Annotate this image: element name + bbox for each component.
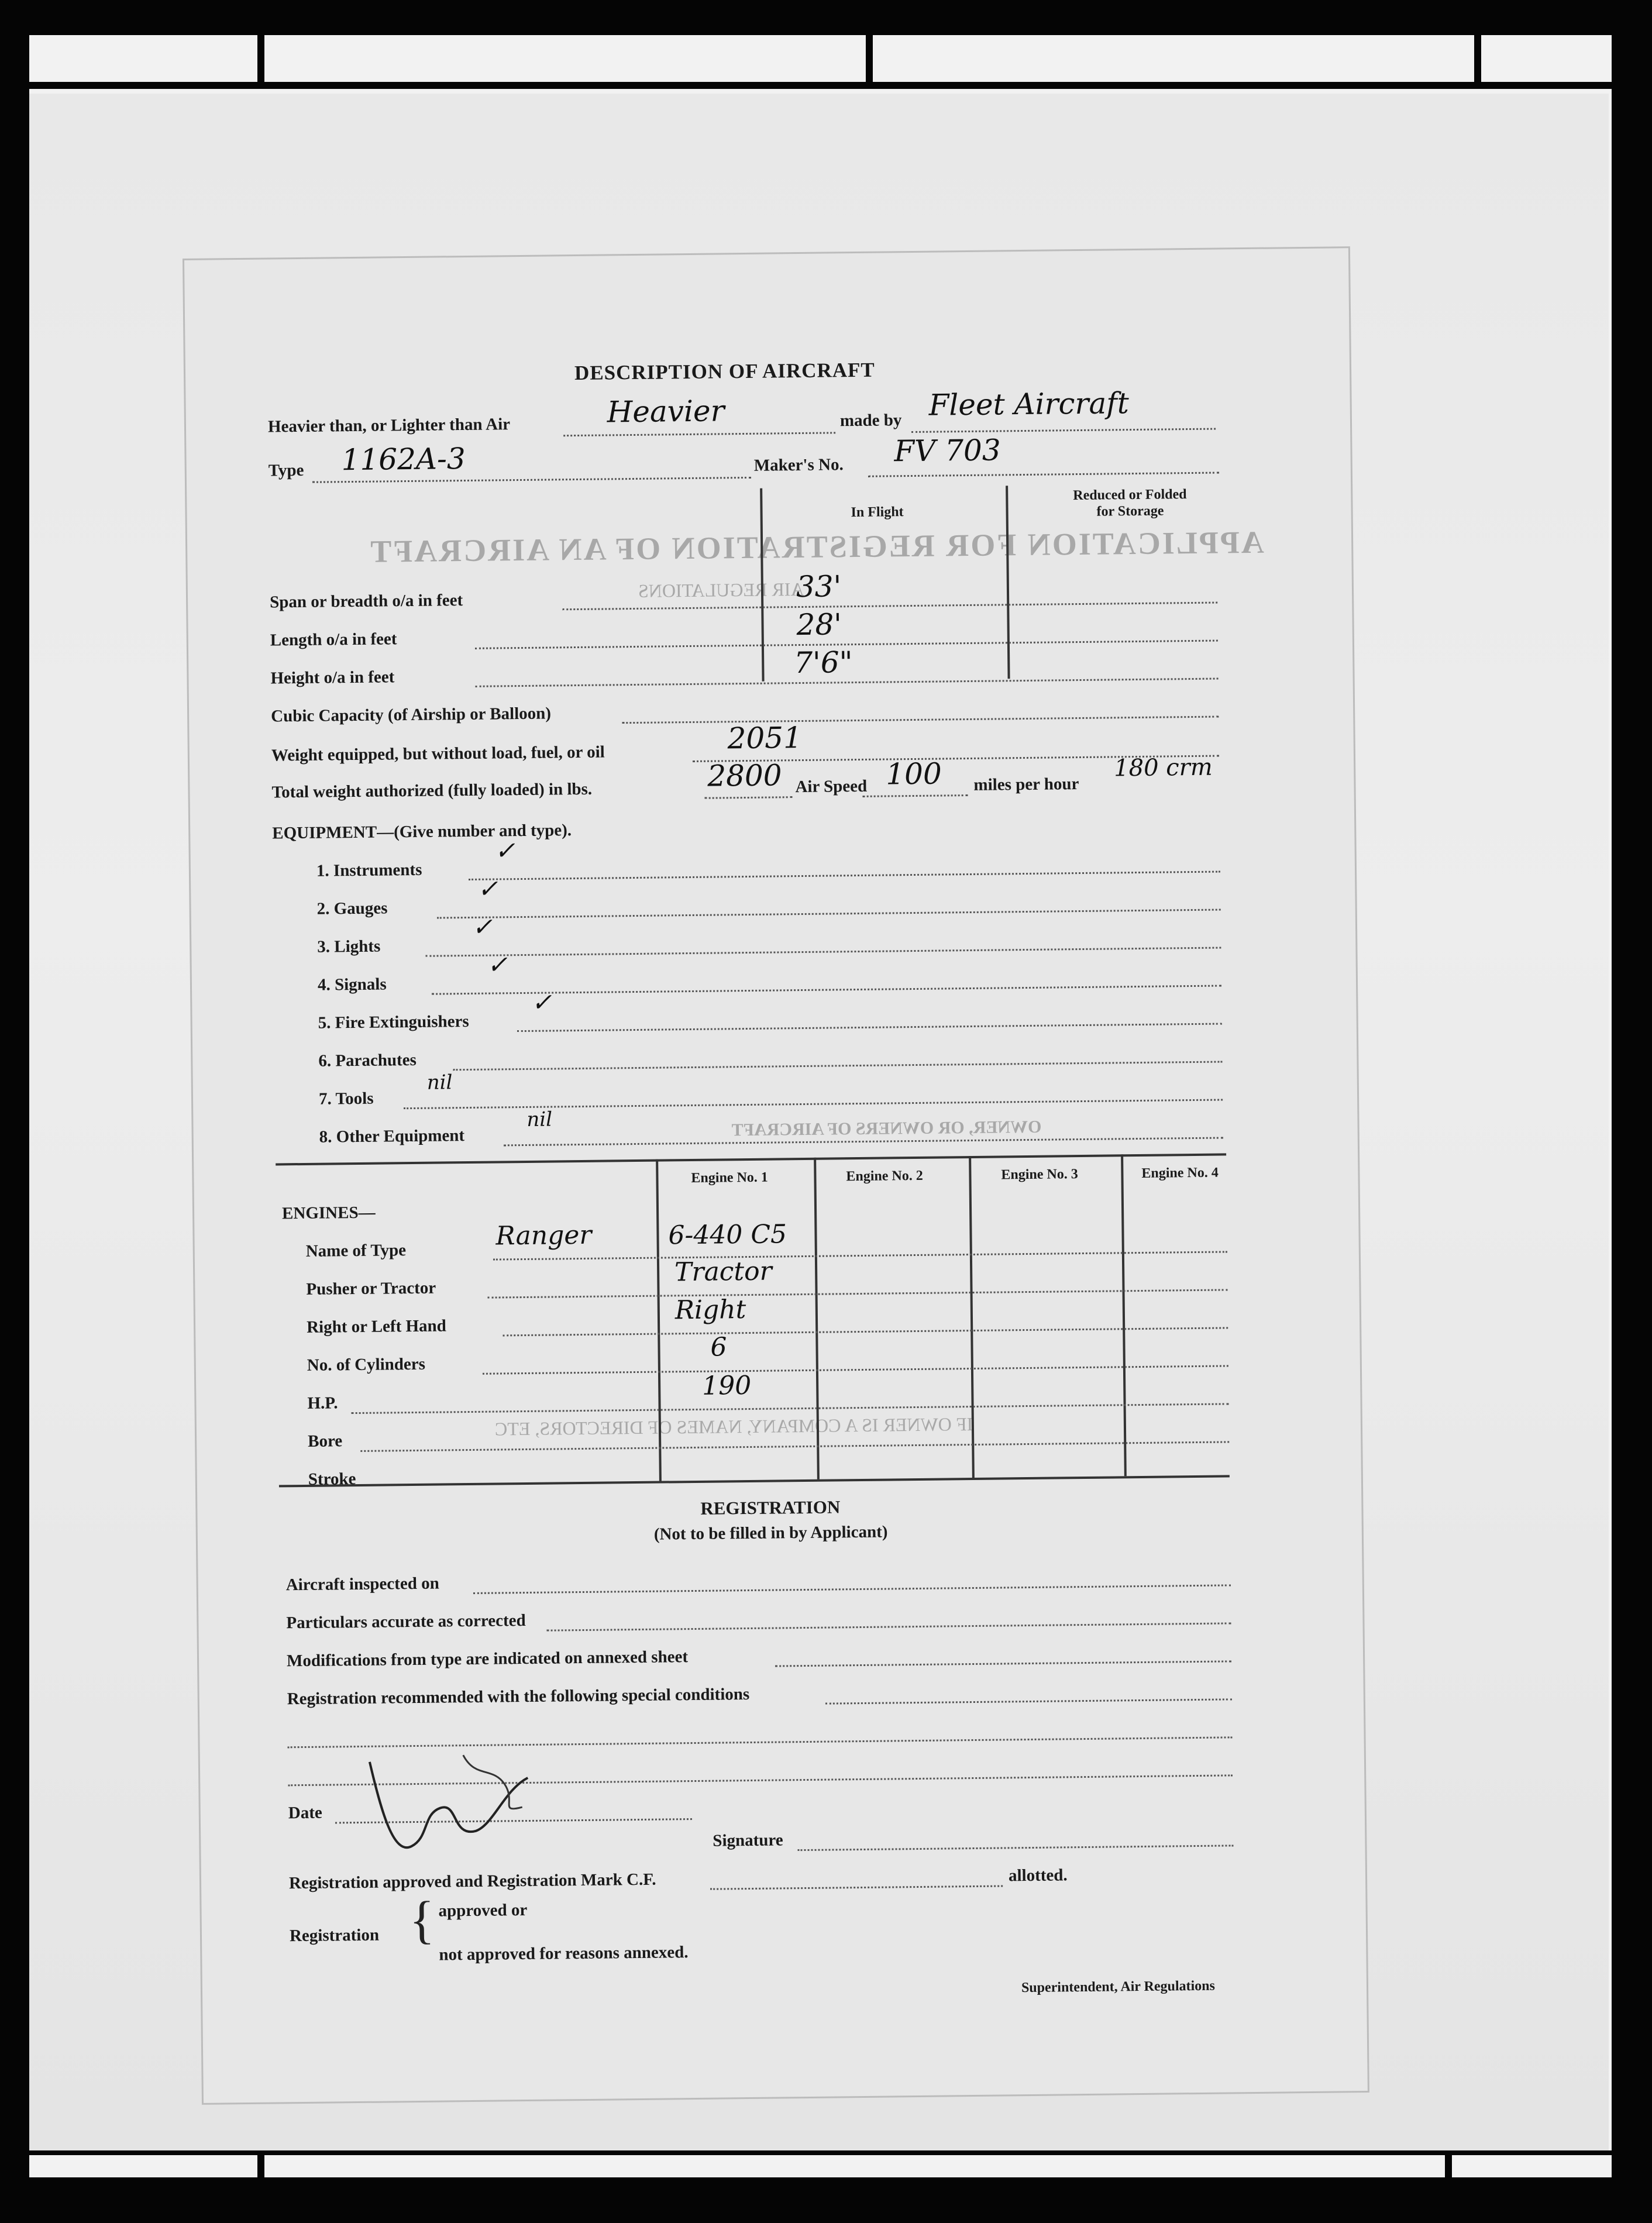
dims-col-divider-2 (1006, 486, 1010, 679)
equip-label-8: 8. Other Equipment (319, 1126, 465, 1147)
equip-label-7: 7. Tools (318, 1089, 374, 1109)
form-paper (184, 248, 1368, 2103)
form-title: DESCRIPTION OF AIRCRAFT (574, 358, 875, 385)
signature-label: Signature (713, 1830, 783, 1850)
weight-equipped-label: Weight equipped, but without load, fuel, or oil (271, 742, 605, 765)
makers-no-line (868, 472, 1219, 477)
engine-table-top-rule (276, 1153, 1226, 1165)
engine-label-pusher: Pusher or Tractor (306, 1278, 436, 1299)
made-by-value: Fleet Aircraft (928, 386, 1130, 422)
engine-label-cyl: No. of Cylinders (307, 1354, 426, 1375)
equip-label-6: 6. Parachutes (318, 1050, 417, 1071)
type-value: 1162A-3 (341, 441, 466, 477)
total-weight-line (705, 796, 793, 799)
engine-prefix-type: Ranger (495, 1220, 592, 1251)
frame-tick-2 (866, 35, 873, 88)
superintendent: Superintendent, Air Regulations (1021, 1978, 1216, 1996)
equip-line-5 (517, 1023, 1222, 1032)
frame-right-edge (1612, 0, 1652, 2223)
engine-label-hand: Right or Left Hand (306, 1316, 446, 1337)
ghost-company: IF OWNER IS A COMPANY, NAMES OF DIRECTORS, ETC (494, 1413, 973, 1440)
frame-tick-1 (257, 35, 264, 88)
weight-equipped-value: 2051 (727, 720, 803, 756)
dim-value-length: 28' (796, 607, 842, 642)
total-weight-value: 2800 (707, 758, 782, 793)
frame-bottom-rule (0, 2150, 1652, 2155)
col-reduced-2: for Storage (1096, 503, 1164, 519)
registration-brace: { (409, 1891, 435, 1950)
reg-line-4-label: Registration recommended with the following special conditions (287, 1685, 750, 1709)
engine-line-hp (352, 1403, 1229, 1414)
reg-line-2 (547, 1622, 1231, 1631)
scribble-signature (358, 1743, 546, 1867)
engine-col-4: Engine No. 4 (1141, 1165, 1219, 1181)
dim-label-cubic: Cubic Capacity (of Airship or Balloon) (271, 704, 552, 726)
registration-label: Registration (289, 1925, 380, 1946)
made-by-line (911, 428, 1216, 433)
date-label: Date (288, 1803, 322, 1823)
engine-value-cyl: 6 (710, 1332, 727, 1362)
mph-label: miles per hour (973, 775, 1079, 794)
approved-mark-label: Registration approved and Registration Mark C.F. (288, 1870, 656, 1893)
reg-line-3 (775, 1660, 1231, 1667)
makers-no-value: FV 703 (894, 433, 1001, 469)
engine-line-type (493, 1251, 1227, 1260)
engine-col-div-4 (1121, 1154, 1127, 1476)
mph-value: 180 crm (1113, 753, 1213, 782)
frame-tick-4 (257, 2155, 264, 2179)
frame-bottom-edge (0, 2177, 1652, 2223)
frame-left-edge (0, 0, 29, 2223)
makers-no-label: Maker's No. (753, 455, 844, 475)
engine-col-2: Engine No. 2 (846, 1168, 923, 1185)
reg-line-1-label: Aircraft inspected on (285, 1574, 439, 1595)
dim-value-span: 33' (796, 569, 842, 604)
engine-value-pusher: Tractor (674, 1256, 772, 1288)
air-speed-line (863, 794, 968, 797)
equipment-heading: EQUIPMENT—(Give number and type). (272, 821, 572, 843)
equip-value-5: ✓ (531, 987, 552, 1017)
reg-line-3-label: Modifications from type are indicated on annexed sheet (286, 1647, 689, 1671)
registration-sub: (Not to be filled in by Applicant) (653, 1522, 888, 1544)
dim-label-height: Height o/a in feet (270, 667, 395, 688)
engine-table-bottom-rule (279, 1475, 1230, 1487)
equip-value-3: ✓ (471, 912, 493, 941)
equip-label-2: 2. Gauges (316, 899, 388, 918)
approved-or: approved or (438, 1901, 528, 1921)
frame-top-edge (0, 0, 1652, 35)
frame-tick-3 (1474, 35, 1481, 88)
ghost-owner: OWNER, OR OWNERS OF AIRCRAFT (731, 1117, 1042, 1140)
engine-line-pusher (488, 1289, 1228, 1298)
made-by-label: made by (839, 411, 902, 431)
dim-label-span: Span or breadth o/a in feet (269, 591, 463, 612)
dim-value-height: 7'6" (793, 645, 853, 680)
not-approved: not approved for reasons annexed. (439, 1943, 689, 1964)
reg-line-1 (473, 1584, 1231, 1594)
equip-line-2 (437, 909, 1221, 919)
engine-label-bore: Bore (307, 1431, 343, 1451)
equip-label-5: 5. Fire Extinguishers (318, 1011, 469, 1033)
engines-heading: ENGINES— (281, 1203, 376, 1223)
heavier-label: Heavier than, or Lighter than Air (267, 415, 511, 436)
equip-value-7: nil (426, 1071, 453, 1095)
engine-col-1: Engine No. 1 (691, 1169, 768, 1186)
col-in-flight: In Flight (851, 504, 904, 521)
air-speed-label: Air Speed (795, 776, 868, 797)
equip-line-3 (425, 947, 1221, 957)
equip-value-2: ✓ (477, 874, 498, 903)
equip-value-1: ✓ (494, 836, 516, 865)
reg-line-4 (825, 1698, 1232, 1704)
engine-label-hp: H.P. (307, 1393, 338, 1413)
equip-line-6 (453, 1061, 1222, 1071)
engine-value-hand: Right (674, 1295, 746, 1326)
engine-line-hand (503, 1327, 1228, 1336)
engine-col-3: Engine No. 3 (1001, 1166, 1078, 1183)
equip-line-1 (469, 871, 1220, 880)
equip-value-4: ✓ (487, 950, 508, 979)
engine-line-bore (360, 1441, 1229, 1452)
equip-label-1: 1. Instruments (316, 860, 422, 880)
approved-mark-line (710, 1885, 1003, 1890)
engine-line-cyl (483, 1365, 1228, 1374)
heavier-value: Heavier (607, 394, 725, 429)
engine-label-type: Name of Type (305, 1241, 407, 1261)
equip-label-3: 3. Lights (317, 937, 381, 956)
equip-label-4: 4. Signals (317, 975, 387, 994)
total-weight-label: Total weight authorized (fully loaded) in lbs. (271, 779, 593, 802)
col-reduced-1: Reduced or Folded (1073, 487, 1187, 504)
heavier-line (563, 432, 835, 436)
engine-value-hp: 190 (701, 1370, 752, 1401)
type-label: Type (268, 460, 304, 480)
ghost-sub: AIR REGULATIONS (638, 578, 804, 601)
dim-label-length: Length o/a in feet (270, 629, 397, 650)
engine-value-type: 6-440 C5 (668, 1219, 787, 1251)
signature-line (798, 1845, 1234, 1851)
equip-value-8: nil (526, 1107, 553, 1131)
allotted-label: allotted. (1008, 1866, 1068, 1885)
dim-line-cubic (622, 716, 1219, 724)
ghost-title: APPLICATION FOR REGISTRATION OF AN AIRCRAFT (368, 524, 1265, 569)
air-speed-value: 100 (885, 756, 942, 792)
frame-tick-5 (1445, 2155, 1452, 2179)
frame-top-rule (0, 82, 1652, 89)
registration-heading: REGISTRATION (700, 1496, 841, 1519)
reg-line-2-label: Particulars accurate as corrected (286, 1611, 526, 1633)
engine-label-stroke: Stroke (308, 1470, 356, 1489)
dim-line-span (562, 602, 1217, 611)
type-line (312, 477, 751, 483)
